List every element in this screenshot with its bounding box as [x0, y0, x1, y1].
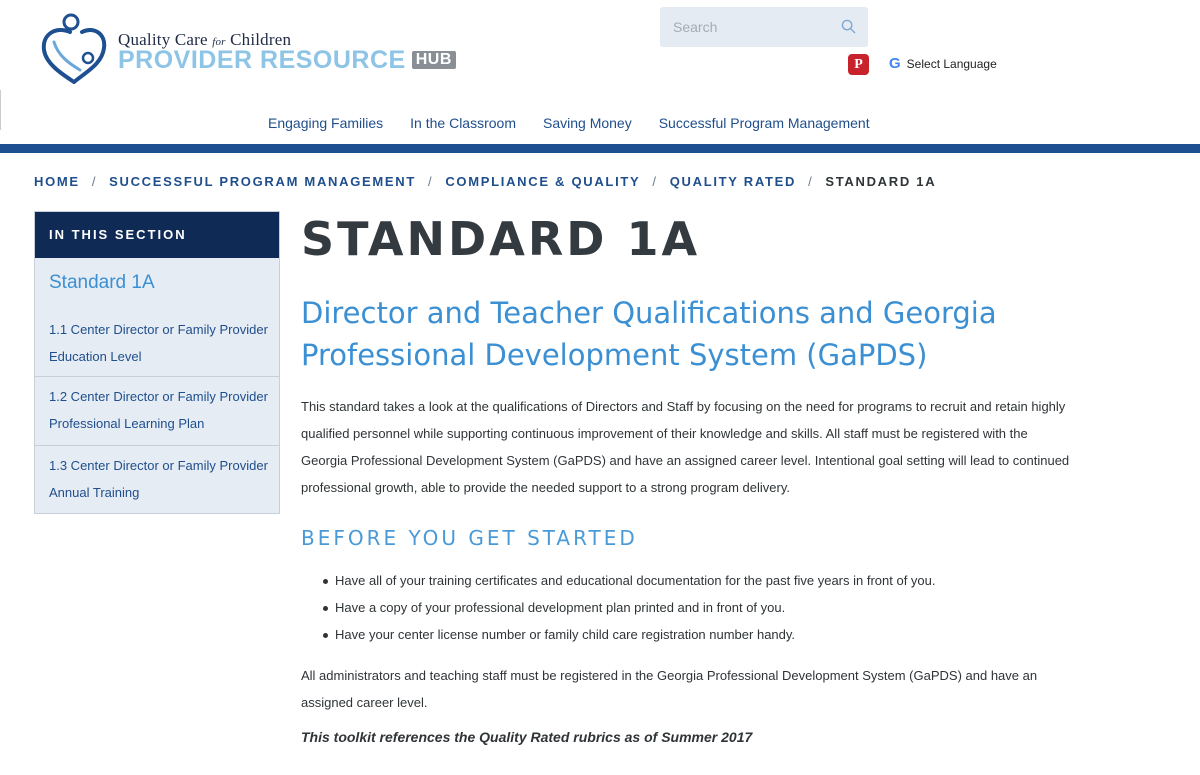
sidebar-item-annual-training[interactable]: 1.3 Center Director or Family Provider Annual Training — [49, 458, 268, 500]
section-sidebar — [34, 211, 280, 514]
list-item: Have your center license number or family child care registration number handy. — [321, 621, 1081, 648]
nav-successful-program-management[interactable]: Successful Program Management — [658, 115, 870, 131]
breadcrumb-separator: / — [652, 174, 658, 189]
search-box[interactable] — [660, 7, 868, 47]
family-heart-icon — [36, 12, 108, 84]
language-selector[interactable] — [889, 56, 997, 71]
language-selector-label[interactable]: Select Language — [906, 56, 997, 71]
page-subtitle: Director and Teacher Qualifications and Georgia Professional Development System (GaPDS) — [301, 296, 997, 372]
breadcrumb-separator: / — [428, 174, 434, 189]
breadcrumb — [34, 174, 936, 189]
logo-tagline: Quality Care for Children — [118, 30, 292, 49]
nav-saving-money[interactable]: Saving Money — [543, 115, 632, 131]
header-divider-bar — [0, 144, 1200, 153]
rubric-note: This toolkit references the Quality Rated rubrics as of Summer 2017 — [301, 729, 753, 745]
pinterest-icon[interactable]: P — [848, 54, 869, 75]
google-icon: G — [889, 55, 901, 72]
main-nav — [268, 115, 870, 131]
page-title: STANDARD 1A — [301, 212, 701, 266]
nav-in-the-classroom[interactable]: In the Classroom — [410, 115, 516, 131]
breadcrumb-successful-program-management[interactable]: SUCCESSFUL PROGRAM MANAGEMENT — [109, 174, 417, 189]
breadcrumb-current: STANDARD 1A — [825, 174, 937, 189]
list-item: Have a copy of your professional development plan printed and in front of you. — [321, 594, 1081, 621]
sidebar-title[interactable]: Standard 1A — [49, 272, 155, 293]
sidebar-item-professional-learning-plan[interactable]: 1.2 Center Director or Family Provider Professional Learning Plan — [35, 377, 279, 446]
site-logo[interactable] — [36, 12, 452, 86]
search-input[interactable] — [660, 7, 830, 47]
search-icon[interactable] — [841, 19, 856, 34]
logo-wordmark: PROVIDER RESOURCE HUB — [118, 46, 456, 75]
nav-engaging-families[interactable]: Engaging Families — [268, 115, 384, 131]
breadcrumb-quality-rated[interactable]: QUALITY RATED — [669, 174, 797, 189]
section-heading: BEFORE YOU GET STARTED — [301, 526, 638, 550]
registration-paragraph: All administrators and teaching staff must be registered in the Georgia Professional Development System (GaPDS) and have an assigned career level. — [301, 668, 1038, 710]
list-item: Have all of your training certificates and educational documentation for the past five years in front of you. — [321, 567, 1081, 594]
breadcrumb-separator: / — [91, 174, 98, 189]
breadcrumb-separator: / — [808, 174, 814, 189]
sidebar-item-education-level[interactable]: 1.1 Center Director or Family Provider Education Level — [35, 308, 279, 377]
logo-hub-badge: HUB — [412, 51, 456, 69]
edge-divider — [0, 90, 1, 130]
sidebar-heading: IN THIS SECTION — [35, 212, 279, 258]
main-content — [301, 210, 1081, 745]
checklist — [301, 567, 1081, 648]
breadcrumb-home[interactable]: HOME — [34, 174, 80, 189]
breadcrumb-compliance-quality[interactable]: COMPLIANCE & QUALITY — [445, 174, 641, 189]
intro-paragraph: This standard takes a look at the qualifications of Directors and Staff by focusing on the need for programs to recruit and retain highly qualified personnel while supporting continuous improvement of their knowledge and skills. All staff must be registered with the Georgia Professional Development System (GaPDS) and have an assigned career level. Intentional goal setting will lead to continued professional growth, able to provide the needed support to a strong program delivery. — [301, 399, 1070, 495]
